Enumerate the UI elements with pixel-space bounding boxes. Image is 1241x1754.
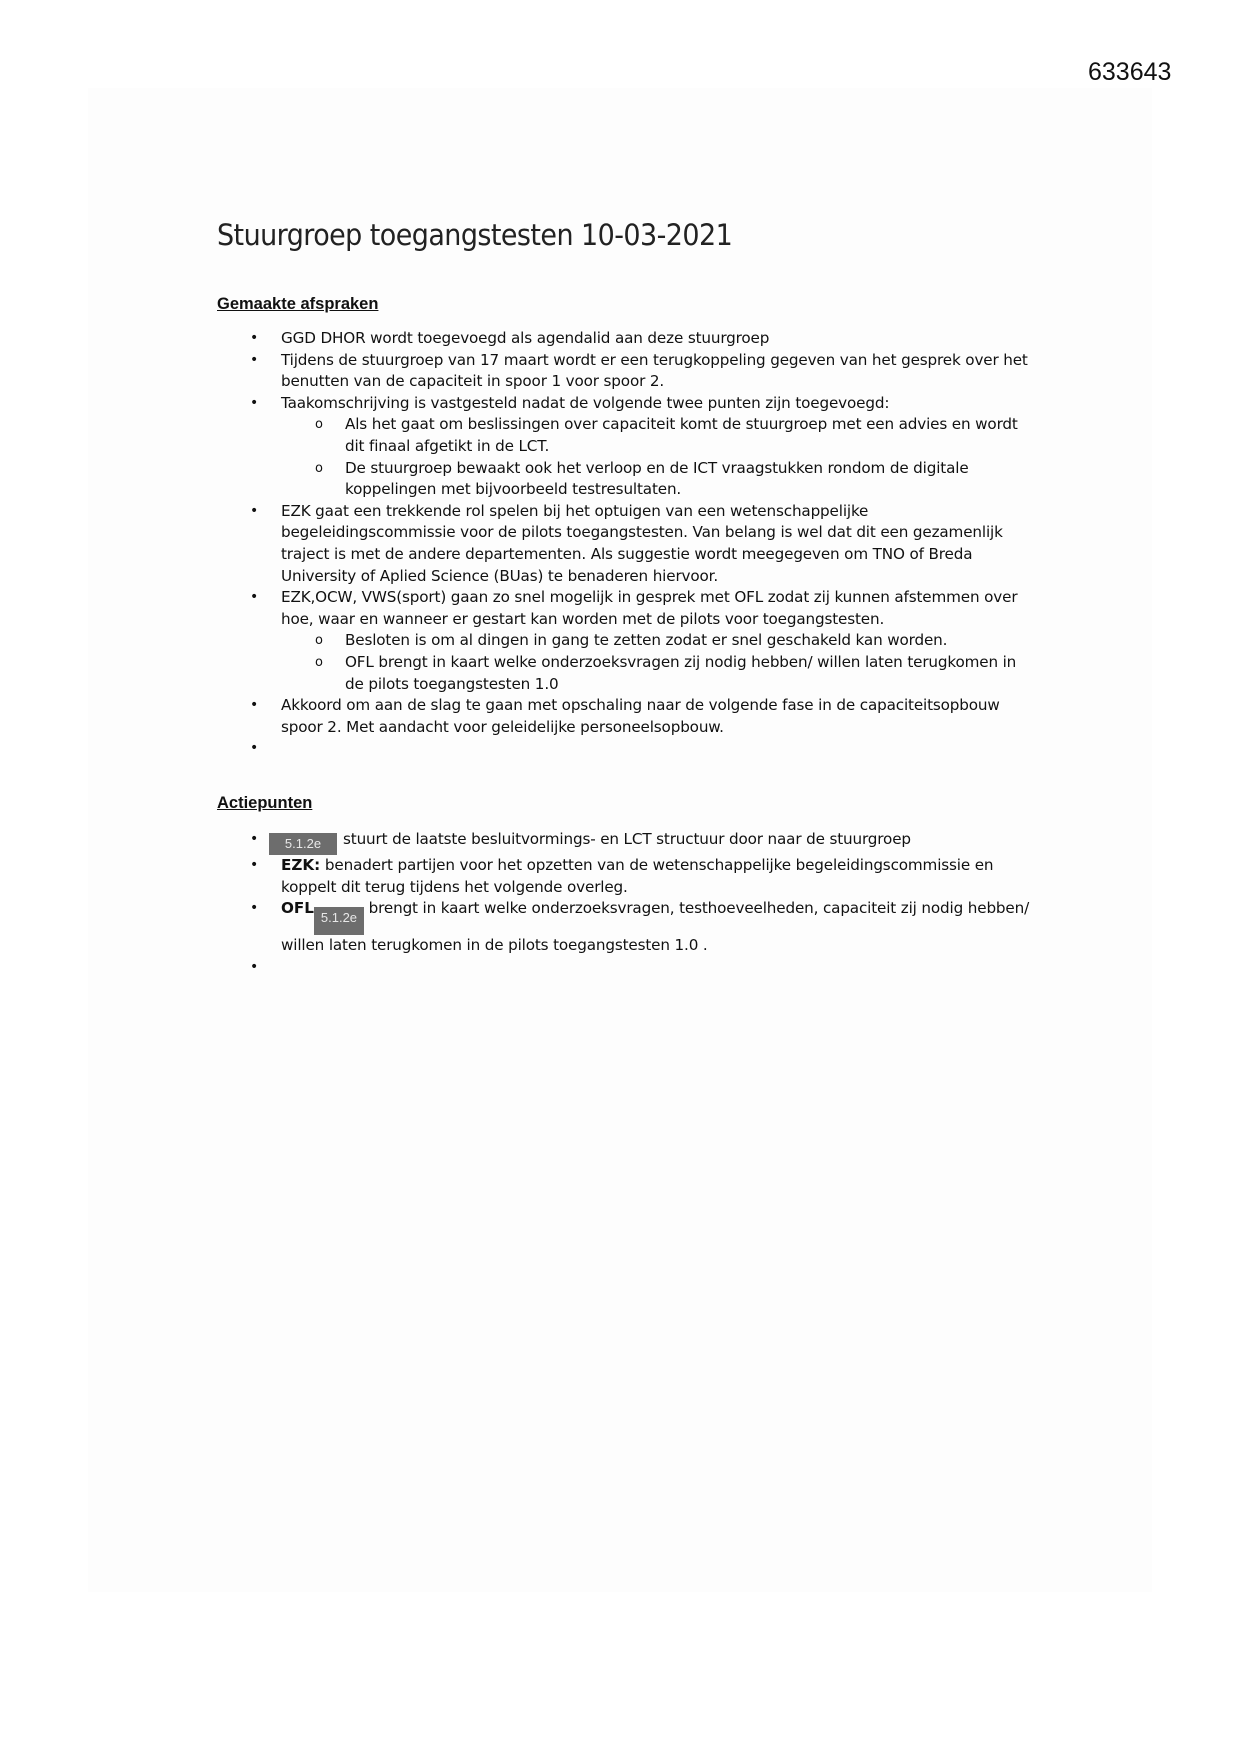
agreement-subitem: o De stuurgroep bewaakt ook het verloop en de ICT vraagstukken rondom de digitale koppelingen met bijvoorbeeld testresultaten.	[315, 458, 969, 499]
circle-bullet-icon: o	[315, 633, 323, 649]
bullet-icon: •	[250, 502, 259, 519]
bullet-icon: •	[250, 831, 259, 847]
agreement-subitem: o Als het gaat om beslissingen over capaciteit komt de stuurgroep met een advies en wordt dit finaal afgetikt in de LCT.	[315, 415, 1018, 455]
circle-bullet-icon: o	[315, 654, 323, 670]
agreements-list	[217, 328, 1037, 760]
action-item: • EZK: benadert partijen voor het opzetten van de wetenschappelijke begeleidingscommissie en koppelt dit terug tijdens het volgende overleg.	[250, 856, 994, 896]
action-item-empty	[217, 957, 1037, 979]
document-title: Stuurgroep toegangstesten 10-03-2021	[217, 218, 733, 252]
bullet-icon: •	[250, 394, 259, 411]
action-item: • OFL5.1.2e brengt in kaart welke onderzoeksvragen, testhoeveelheden, capaciteit zij nodig hebben/ willen laten terugkomen in de pilots toegangstesten 1.0 .	[250, 899, 1030, 955]
action-item: • 5.1.2e stuurt de laatste besluitvormings- en LCT structuur door naar de stuurgroep	[217, 829, 1037, 855]
agreement-item: • Akkoord om aan de slag te gaan met opschaling naar de volgende fase in de capaciteitsopbouw spoor 2. Met aandacht voor geleidelijke personeelsopbouw.	[250, 696, 1000, 736]
action-owner: OFL	[281, 899, 314, 918]
bullet-icon: •	[250, 958, 259, 975]
action-points-list	[217, 829, 1037, 978]
bullet-icon: •	[250, 697, 259, 714]
agreement-item: • Tijdens de stuurgroep van 17 maart wordt er een terugkoppeling gegeven van het gesprek over het benutten van de capaciteit in spoor 1 voor spoor 2.	[250, 350, 1028, 391]
agreement-item: • EZK,OCW, VWS(sport) gaan zo snel mogelijk in gesprek met OFL zodat zij kunnen afstemmen over hoe, waar en wanneer er gestart kan worden met de pilots voor toegangstesten. o Besloten is om al dingen in gang te zetten zodat er snel geschakeld kan worden. o OFL brengt in kaart welke onderzoeksvragen zij nodig hebben/ willen laten terugkomen in de pilots toegangstesten 1.0	[217, 587, 1037, 695]
circle-bullet-icon: o	[315, 417, 323, 433]
bullet-icon: •	[250, 900, 259, 917]
action-owner: EZK:	[281, 856, 321, 874]
bullet-icon: •	[250, 330, 259, 346]
agreement-item: • GGD DHOR wordt toegevoegd als agendalid aan deze stuurgroep	[217, 328, 1037, 350]
bullet-icon: •	[250, 857, 259, 873]
bullet-icon: •	[250, 740, 259, 757]
agreement-sublist	[281, 630, 1037, 695]
agreement-item: • Taakomschrijving is vastgesteld nadat de volgende twee punten zijn toegevoegd: o Als het gaat om beslissingen over capaciteit komt de stuurgroep met een advies en wordt dit finaal afgetikt in de LCT. o De stuurgroep bewaakt ook het verloop en de ICT vraagstukken rondom de digitale koppelingen met bijvoorbeeld testresultaten.	[217, 393, 1037, 501]
document-number: 633643	[1088, 58, 1172, 86]
action-points-heading: Actiepunten	[217, 794, 313, 812]
redaction-box: 5.1.2e	[269, 833, 337, 855]
agreement-item-empty	[217, 738, 1037, 760]
agreement-sublist	[281, 414, 1037, 500]
bullet-icon: •	[250, 589, 259, 606]
circle-bullet-icon: o	[315, 460, 323, 476]
bullet-icon: •	[250, 351, 259, 368]
agreement-subitem: o OFL brengt in kaart welke onderzoeksvragen zij nodig hebben/ willen laten terugkomen in de pilots toegangstesten 1.0	[315, 652, 1017, 693]
agreement-subitem: o Besloten is om al dingen in gang te zetten zodat er snel geschakeld kan worden.	[281, 630, 1037, 652]
redaction-box: 5.1.2e	[314, 907, 364, 935]
agreement-item: • EZK gaat een trekkende rol spelen bij het optuigen van een wetenschappelijke begeleidingscommissie voor de pilots toegangstesten. Van belang is wel dat dit een gezamenlijk traject is met de andere departementen. Als suggestie wordt meegegeven om TNO of Breda University of Aplied Science (BUas) te benaderen hiervoor.	[250, 501, 1003, 585]
agreements-heading: Gemaakte afspraken	[217, 295, 379, 313]
